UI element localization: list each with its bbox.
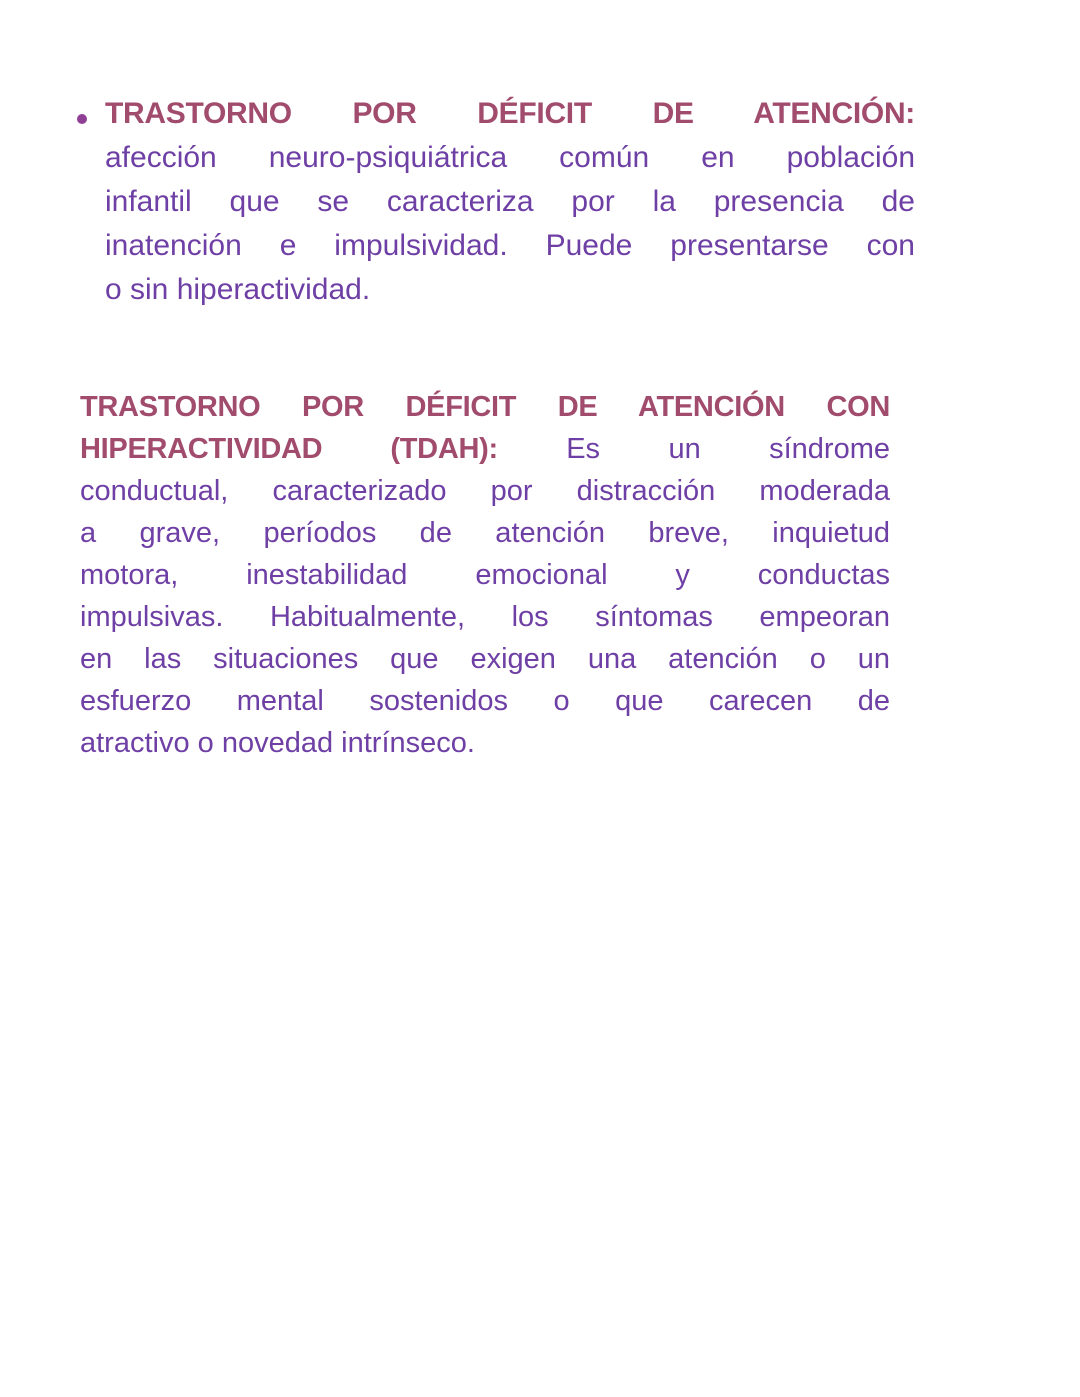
paragraph-heading: TRASTORNO POR DÉFICIT DE ATENCIÓN: (105, 97, 915, 130)
text-line: infantil que se caracteriza por la presencia de (105, 185, 915, 218)
paragraph-trastorno-deficit-atencion (105, 92, 915, 312)
text-line: afección neuro-psiquiátrica común en población (105, 141, 915, 174)
text-line (80, 428, 890, 470)
text-line (80, 386, 890, 428)
body-text-inline: Es un síndrome (566, 433, 890, 465)
text-line: motora, inestabilidad emocional y conductas (80, 559, 890, 591)
text-line: a grave, períodos de atención breve, inquietud (80, 517, 890, 549)
text-line: impulsivas. Habitualmente, los síntomas empeoran (80, 601, 890, 633)
paragraph-tdah-definicion (80, 386, 890, 764)
text-line: atractivo o novedad intrínseco. (80, 727, 475, 759)
text-line: conductual, caracterizado por distracción moderada (80, 475, 890, 507)
text-line (105, 92, 915, 136)
text-line: inatención e impulsividad. Puede presentarse con (105, 229, 915, 262)
bullet-icon (77, 114, 87, 124)
text-line: esfuerzo mental sostenidos o que carecen de (80, 685, 890, 717)
text-line: o sin hiperactividad. (105, 273, 371, 306)
paragraph-heading-continued: HIPERACTIVIDAD (TDAH): (80, 433, 498, 465)
paragraph-heading: TRASTORNO POR DÉFICIT DE ATENCIÓN CON (80, 391, 890, 423)
text-line: en las situaciones que exigen una atención o un (80, 643, 890, 675)
